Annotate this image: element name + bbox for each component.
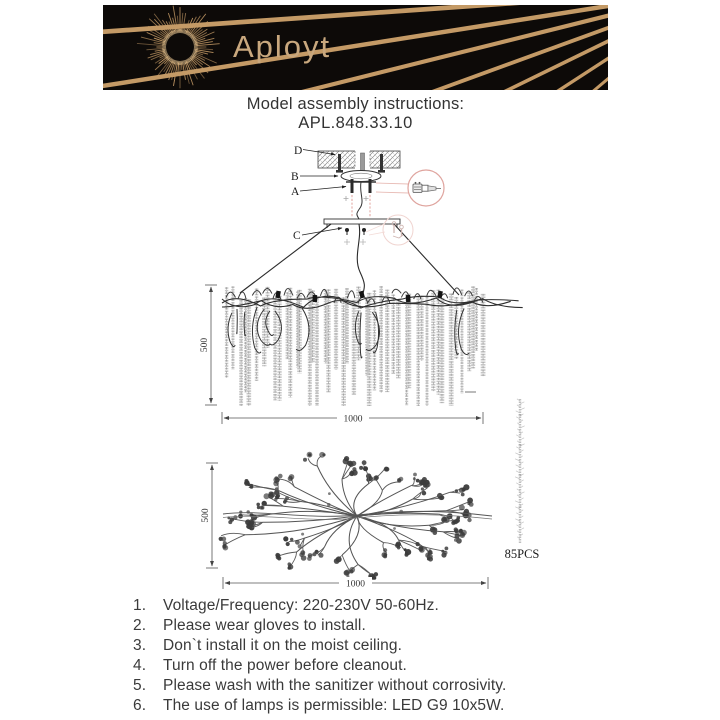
instruction-number: 2.: [133, 617, 147, 634]
instruction-item: [133, 696, 633, 716]
bracket-screw-left: [351, 179, 354, 193]
sparkle-marks: [344, 196, 369, 201]
side-view-height-dimension: [200, 285, 217, 405]
strand-count-label: 85PCS: [504, 547, 540, 561]
top-view-height-label: 500: [201, 508, 211, 523]
mounting-ring: [341, 171, 381, 182]
suspension-cable-right: [394, 224, 459, 295]
brand-banner-art: [103, 5, 608, 90]
part-label-b: B: [291, 171, 299, 183]
title-block: [103, 95, 608, 133]
side-view-height-label: 500: [200, 337, 210, 353]
canopy-screws: [345, 228, 366, 235]
side-view-width-label: 1000: [343, 414, 363, 425]
instruction-text: Don`t install it on the moist ceiling.: [163, 637, 402, 654]
ceiling-mount-detail: [240, 145, 459, 298]
anchor-bolt-left: [338, 154, 341, 171]
canopy-plate: [324, 219, 400, 224]
sample-strand-icon: [515, 399, 525, 543]
wire-connector-callout: [376, 170, 444, 206]
sample-strand-drawing: [505, 399, 540, 561]
instruction-text: Please wash with the sanitizer without corrosivity.: [163, 677, 507, 694]
instruction-number: 4.: [133, 657, 147, 674]
part-label-c: C: [293, 230, 301, 242]
top-view-width-dimension: [223, 577, 488, 590]
page-title: Model assembly instructions:: [246, 95, 465, 113]
top-view-drawing: [219, 452, 492, 580]
top-view-height-dimension: [201, 463, 218, 568]
instruction-text: The use of lamps is permissible: LED G9 10x5W.: [163, 697, 505, 714]
instruction-number: 1.: [133, 597, 147, 614]
sparkle-marks-2: [344, 239, 366, 245]
instruction-item: [133, 656, 633, 676]
power-wire-upper: [357, 182, 362, 219]
instruction-number: 3.: [133, 637, 147, 654]
part-label-d: D: [294, 145, 303, 157]
instruction-item: [133, 616, 633, 636]
instruction-number: 5.: [133, 677, 147, 694]
brand-banner: [103, 5, 608, 90]
side-view-width-dimension: [222, 412, 483, 425]
instruction-text: Turn off the power before cleanout.: [163, 657, 407, 674]
instruction-item: [133, 636, 633, 656]
instructions-list: [133, 596, 633, 716]
instruction-number: 6.: [133, 697, 147, 714]
instruction-item: [133, 596, 633, 616]
side-view-drawing: [222, 286, 523, 406]
part-label-a: A: [291, 186, 300, 198]
instruction-item: [133, 676, 633, 696]
anchor-bolt-right: [380, 154, 383, 171]
brand-logo-text: Aployt: [233, 29, 332, 64]
instruction-text: Please wear gloves to install.: [163, 617, 366, 634]
model-number: APL.848.33.10: [298, 114, 413, 132]
top-view-width-label: 1000: [346, 579, 365, 590]
instruction-text: Voltage/Frequency: 220-230V 50-60Hz.: [163, 597, 439, 614]
bracket-screw-right: [369, 179, 372, 193]
suspension-cable-left: [240, 224, 331, 293]
sunburst-center: [166, 33, 194, 61]
assembly-diagram: [110, 135, 610, 595]
